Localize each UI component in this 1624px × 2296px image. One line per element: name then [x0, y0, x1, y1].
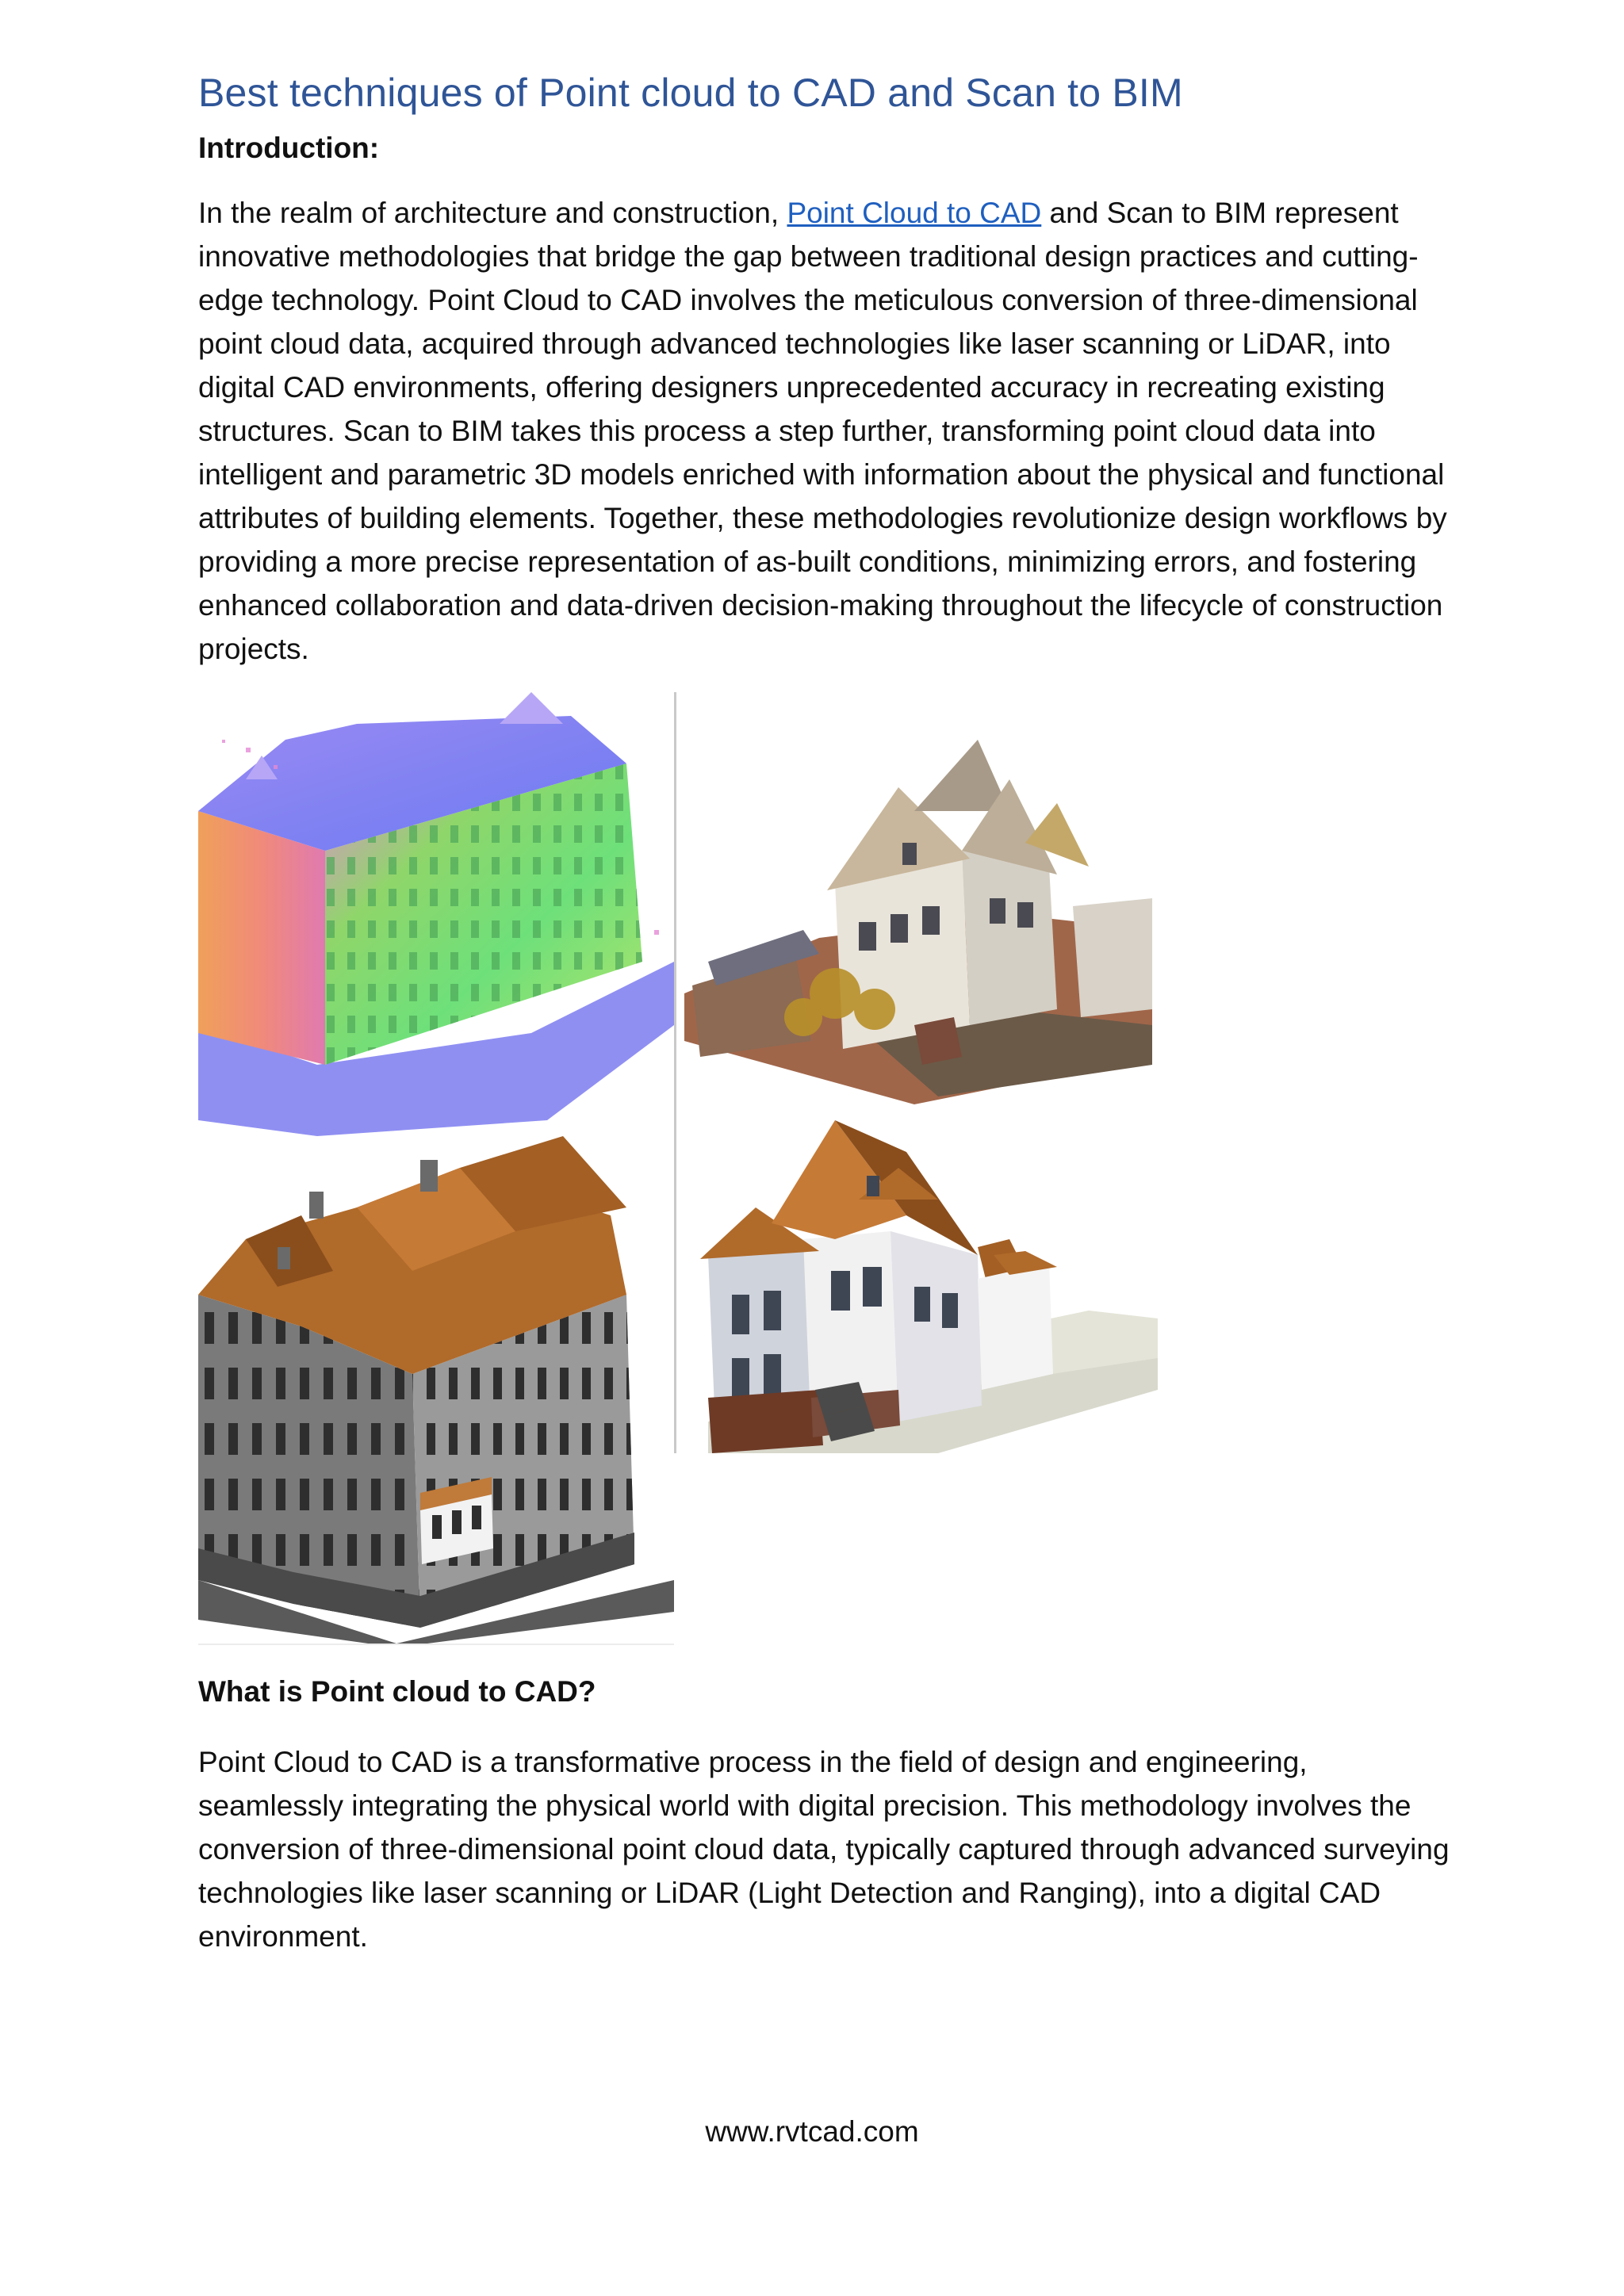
pointcloud-house-drawing: [676, 692, 1158, 1120]
bim-model-large-building: [198, 1136, 674, 1644]
pointcloud-building-drawing: [198, 692, 674, 1136]
intro-text-after-link: and Scan to BIM represent innovative methodologies that bridge the gap between traditional design practices and cutting-edge technology. Point Cloud to CAD involves the meticulous conversion of three-dimensional point cloud data, acquired through advanced technologies like laser scanning or LiDAR, into digital CAD environments, offering designers unprecedented accuracy in recreating existing structures. Scan to BIM takes this process a step further, transforming point cloud data into intelligent and parametric 3D models enriched with information about the physical and functional attributes of building elements. Together, these methodologies revolutionize design workflows by providing a more precise representation of as-built conditions, minimizing errors, and fostering enhanced collaboration and data-driven decision-making throughout the lifecycle of construction projects.: [198, 197, 1447, 665]
point-cloud-to-cad-link[interactable]: Point Cloud to CAD: [787, 197, 1042, 229]
scan-to-bim-figure: [198, 692, 1158, 1651]
pointcloud-scan-house: [676, 692, 1158, 1120]
intro-heading: Introduction:: [198, 132, 380, 164]
intro-text-before-link: In the realm of architecture and construction,: [198, 197, 787, 229]
page-title: Best techniques of Point cloud to CAD and Scan to BIM: [198, 71, 1183, 115]
bim-house-drawing: [676, 1120, 1158, 1453]
figure-bottom-rule: [198, 1644, 674, 1645]
bim-model-house: [676, 1120, 1158, 1453]
bim-building-drawing: [198, 1136, 674, 1644]
section2-heading: What is Point cloud to CAD?: [198, 1675, 596, 1708]
footer-website: www.rvtcad.com: [705, 2115, 919, 2148]
intro-paragraph: [198, 191, 1451, 671]
pointcloud-scan-large-building: [198, 692, 674, 1136]
section2-paragraph: Point Cloud to CAD is a transformative process in the field of design and engineering, seamlessly integrating the physical world with digital precision. This methodology involves the conversion of three-dimensional point cloud data, typically captured through advanced surveying technologies like laser scanning or LiDAR (Light Detection and Ranging), into a digital CAD environment.: [198, 1746, 1450, 1953]
